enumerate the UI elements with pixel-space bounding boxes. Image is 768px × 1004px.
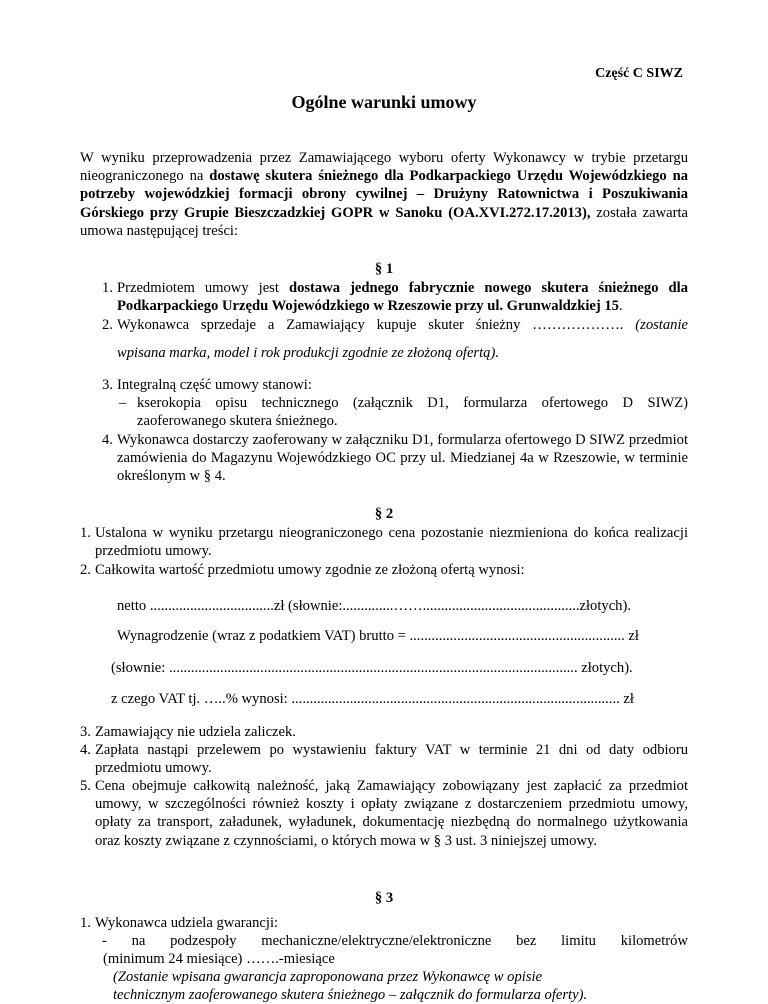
- section-3-warranty-line: [80, 932, 688, 950]
- intro-text-bold: dostawę skutera śnieżnego dla Podkarpackiego Urzędu Wojewódzkiego na potrzeby wojewódzkiej formacji obrony cywilnej – Drużyny Ratownictwa i Poszukiwania Górskiego przy Grupie Bieszczadzkiej GOPR w Sanoku (OA.XVI.272.17.2013),: [80, 168, 688, 221]
- warranty-note: (Zostanie wpisana gwarancja zaproponowana przez Wykonawcę w opisie technicznym zaoferowanego skutera śnieżnego – załącznik do formularza oferty).: [113, 969, 588, 1004]
- item-text: Zapłata nastąpi przelewem po wystawieniu faktury VAT w terminie 21 dni od daty odbioru przedmiotu umowy.: [95, 742, 688, 777]
- section-2-item-1: [80, 524, 688, 560]
- section-2-item-4: [80, 741, 688, 777]
- item-text: Wykonawca udziela gwarancji:: [95, 915, 279, 931]
- gross-price-line: Wynagrodzenie (wraz z podatkiem VAT) brutto = ........................................................... zł: [117, 628, 639, 644]
- item-text: Wykonawca sprzedaje a Zamawiający kupuje skuter śnieżny ……………….: [117, 317, 636, 333]
- item-text: Wykonawca dostarczy zaoferowany w załączniku D1, formularza ofertowego D SIWZ przedmiot zamówienia do Magazynu Wojewódzkiego OC przy ul. Miedzianej 4a w Rzeszowie, w terminie określonym w § 4.: [117, 432, 688, 485]
- section-3-item-1: [80, 914, 688, 932]
- section-3-warranty-min: [80, 950, 688, 968]
- item-number: 3.: [102, 377, 113, 393]
- item-text-end: .: [618, 298, 623, 315]
- item-number: 5.: [80, 778, 91, 794]
- item-number: 1.: [80, 525, 91, 541]
- item-number: 1.: [80, 915, 91, 931]
- document-title: Ogólne warunki umowy: [291, 92, 477, 112]
- item-note-italic: wpisana marka, model i rok produkcji zgodnie ze złożoną ofertą).: [117, 345, 499, 361]
- document-part-label: Część C SIWZ: [595, 66, 683, 81]
- section-1-item-3-sub: [80, 394, 688, 430]
- item-number: 2.: [102, 317, 113, 333]
- warranty-text: - na podzespoły mechaniczne/elektryczne/elektroniczne bez limitu kilometrów: [102, 933, 688, 949]
- item-number: 2.: [80, 562, 91, 578]
- item-number: 4.: [102, 432, 113, 448]
- gross-words-line: (słownie: ................................................................................................................ złotych).: [111, 660, 633, 676]
- section-2-item-2: [80, 561, 688, 579]
- item-number: 1.: [102, 280, 113, 296]
- item-text-italic: (zostanie: [635, 317, 688, 333]
- item-text: Zamawiający nie udziela zaliczek.: [95, 724, 296, 740]
- section-1-item-2-note: [80, 344, 688, 362]
- intro-text-c: została zawarta umowa następującej treści:: [80, 204, 688, 239]
- item-number: 3.: [80, 724, 91, 740]
- section-2-heading: § 2: [374, 506, 394, 522]
- net-price-line: netto ..................................zł (słownie:..............……...........................................złotych).: [117, 598, 631, 614]
- section-3-heading: § 3: [374, 890, 394, 906]
- item-subtext: kserokopia opisu technicznego (załącznik D1, formularza ofertowego D SIWZ) zaoferowanego skutera śnieżnego.: [137, 395, 688, 430]
- item-text: Ustalona w wyniku przetargu nieograniczonego cena pozostanie niezmieniona do końca realizacji przedmiotu umowy.: [95, 525, 688, 560]
- section-2-item-5: [80, 777, 688, 850]
- dash-bullet: –: [119, 395, 127, 411]
- item-text-bold: dostawa jednego fabrycznie nowego skutera śnieżnego dla Podkarpackiego Urzędu Wojewódzkiego w Rzeszowie przy ul. Grunwaldzkiej 15: [117, 280, 688, 315]
- section-3-note: [80, 968, 600, 1004]
- item-text: Całkowita wartość przedmiotu umowy zgodnie ze złożoną ofertą wynosi:: [95, 562, 525, 578]
- item-text: Cena obejmuje całkowitą należność, jaką Zamawiający zobowiązany jest zapłacić za przedmiot umowy, w szczególności również koszty i opłaty związane z dostarczeniem przedmiotu umowy, opłaty za transport, załadunek, wyładunek, dokumentację niezbędną do normalnego użytkowania oraz koszty związane z czynnościami, o których mowa w § 3 ust. 3 niniejszej umowy.: [95, 778, 688, 849]
- item-number: 4.: [80, 742, 91, 758]
- section-1-item-4: [80, 431, 688, 486]
- item-text: Integralną część umowy stanowi:: [117, 377, 312, 393]
- item-text: Przedmiotem umowy jest: [117, 280, 289, 296]
- warranty-min-text: (minimum 24 miesiące) …….-miesiące: [103, 951, 335, 967]
- intro-text-a: W wyniku przeprowadzenia przez Zamawiającego wyboru oferty Wykonawcy w trybie przetargu nieograniczonego na: [80, 150, 688, 185]
- section-1-heading: § 1: [374, 261, 394, 277]
- section-1-item-1: [80, 279, 688, 315]
- intro-paragraph: [80, 149, 688, 240]
- vat-line: z czego VAT tj. …..% wynosi: .......................................................................................... zł: [111, 691, 634, 707]
- section-1-item-3: [80, 376, 688, 394]
- section-2-item-3: [80, 723, 688, 741]
- section-1-item-2: [80, 316, 688, 334]
